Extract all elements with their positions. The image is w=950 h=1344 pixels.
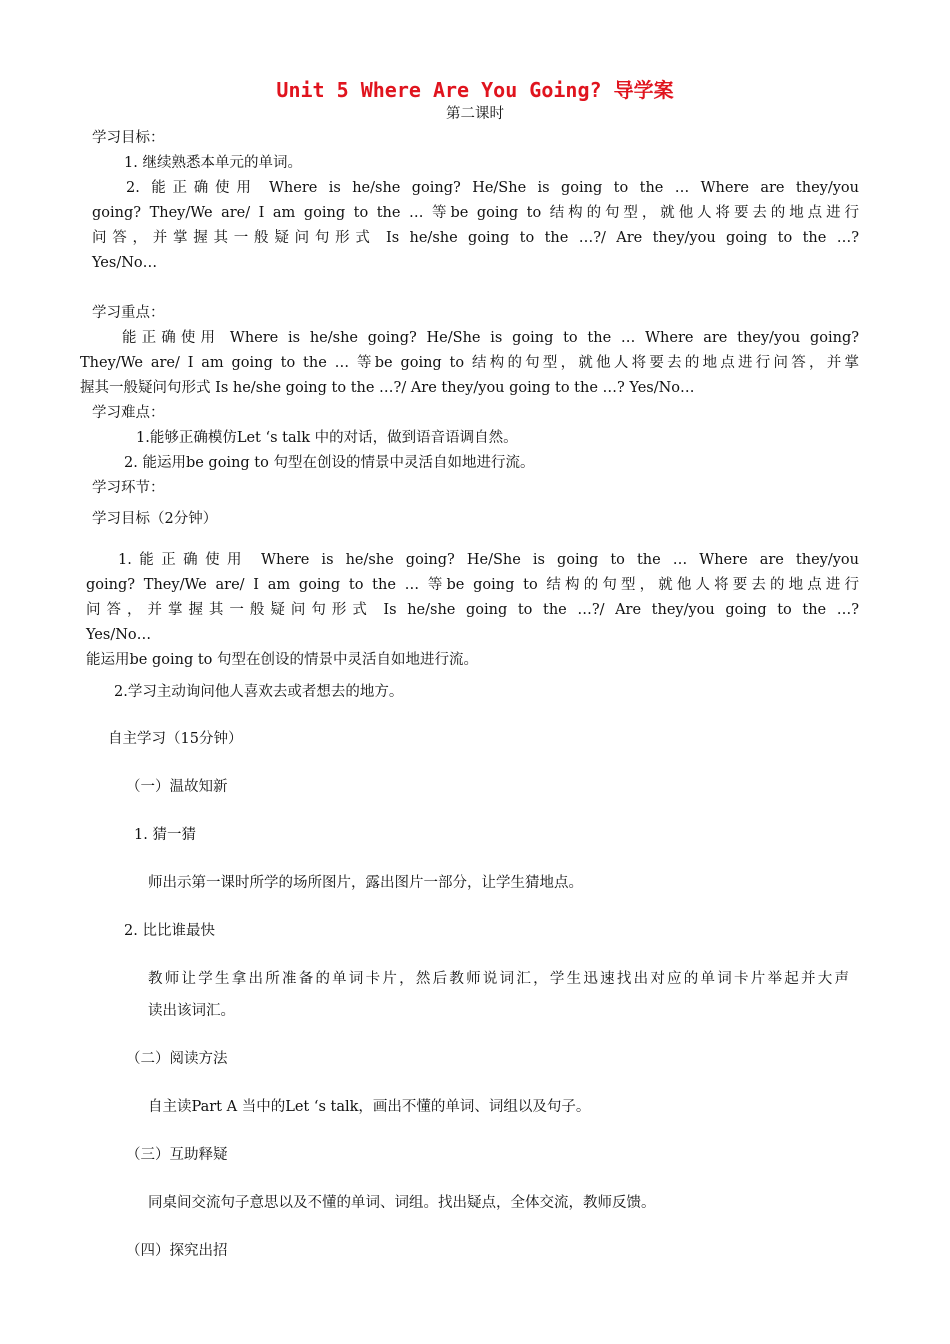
objective-item-2-line-2: going? They/We are/ I am going to the … 等be going to 结构的句型，就他人将要去的地点进行: [92, 205, 859, 221]
key-points-line-2: They/We are/ I am going to the … 等be going to 结构的句型，就他人将要去的地点进行问答，并掌: [80, 355, 859, 371]
objective-item-1: 1. 继续熟悉本单元的单词。: [124, 155, 302, 171]
part-1-heading: （一）温故知新: [126, 779, 228, 795]
document-title: Unit 5 Where Are You Going? 导学案: [276, 78, 674, 102]
document-subtitle: 第二课时: [446, 106, 504, 122]
difficulty-item-1: 1.能够正确模仿Let ‘s talk 中的对话，做到语音语调自然。: [136, 430, 518, 446]
steps-heading: 学习环节：: [92, 480, 165, 496]
guess-text: 师出示第一课时所学的场所图片，露出图片一部分，让学生猜地点。: [148, 875, 583, 891]
goal-item-2: 2.学习主动询问他人喜欢去或者想去的地方。: [114, 684, 404, 700]
part-3-heading: （三）互助释疑: [126, 1147, 228, 1163]
race-text-line-1: 教师让学生拿出所准备的单词卡片，然后教师说词汇，学生迅速找出对应的单词卡片举起并大声: [148, 971, 849, 987]
goal-line-3: 问答，并掌握其一般疑问句形式 Is he/she going to the …?/ Are they/you going to the …?: [86, 602, 859, 618]
difficulty-item-2: 2. 能运用be going to 句型在创设的情景中灵活自如地进行流。: [124, 455, 535, 471]
goal-line-2: going? They/We are/ I am going to the … 等be going to 结构的句型，就他人将要去的地点进行: [86, 577, 859, 593]
goal-extra: 能运用be going to 句型在创设的情景中灵活自如地进行流。: [86, 652, 479, 668]
objectives-heading: 学习目标：: [92, 130, 165, 146]
race-text-line-2: 读出该词汇。: [148, 1003, 235, 1019]
self-study-heading: 自主学习（15分钟）: [108, 731, 243, 747]
goal-line-1: 1.能正确使用 Where is he/she going? He/She is going to the … Where are they/you: [118, 552, 859, 568]
key-points-line-1: 能正确使用 Where is he/she going? He/She is going to the … Where are they/you going?: [122, 330, 859, 346]
key-points-heading: 学习重点：: [92, 305, 165, 321]
part-2-heading: （二）阅读方法: [126, 1051, 228, 1067]
guess-title: 1. 猜一猜: [134, 827, 196, 843]
race-title: 2. 比比谁最快: [124, 923, 215, 939]
goal-line-4: Yes/No…: [86, 627, 152, 643]
objective-item-2-line-1: 2. 能正确使用 Where is he/she going? He/She is going to the … Where are they/you: [126, 180, 859, 196]
part-4-heading: （四）探究出招: [126, 1243, 228, 1259]
objective-item-2-line-4: Yes/No…: [92, 255, 158, 271]
difficulties-heading: 学习难点：: [92, 405, 165, 421]
key-points-line-3: 握其一般疑问句形式 Is he/she going to the …?/ Are they/you going to the …? Yes/No…: [80, 380, 695, 396]
help-text: 同桌间交流句子意思以及不懂的单词、词组。找出疑点，全体交流，教师反馈。: [148, 1195, 656, 1211]
goal-heading: 学习目标（2分钟）: [92, 511, 218, 527]
reading-text: 自主读Part A 当中的Let ‘s talk，画出不懂的单词、词组以及句子。: [148, 1099, 591, 1115]
objective-item-2-line-3: 问答，并掌握其一般疑问句形式 Is he/she going to the …?/ Are they/you going to the …?: [92, 230, 859, 246]
